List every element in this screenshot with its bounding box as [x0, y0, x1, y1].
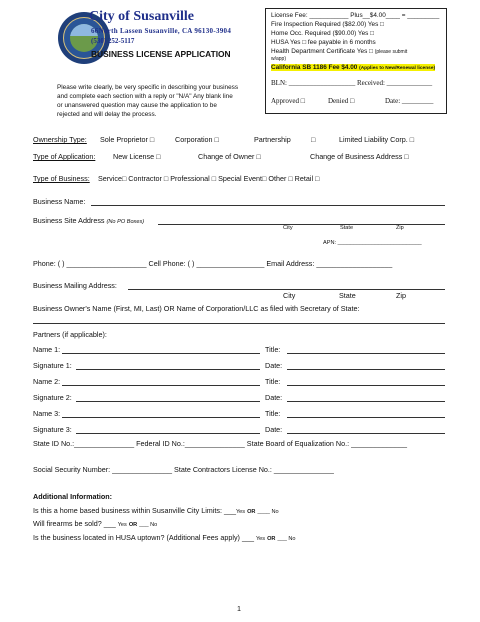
fire-inspection-line: Fire Inspection Required ($82.00) Yes □ — [271, 21, 384, 28]
partner-name-1-field[interactable] — [62, 353, 260, 354]
home-based-no[interactable]: ____ No — [257, 509, 279, 515]
denied-checkbox: Denied □ — [328, 97, 355, 105]
firearms-text: Will firearms be sold? ___ — [33, 519, 116, 528]
health-dept-note-2: w/app) — [271, 56, 287, 62]
firearms-question[interactable] — [33, 519, 157, 528]
signature-1-label: Signature 1: — [33, 361, 72, 370]
option-change-owner[interactable]: Change of Owner □ — [198, 152, 261, 161]
site-address-text: Business Site Address — [33, 216, 105, 225]
page-number: 1 — [237, 604, 241, 613]
ownership-type-label: Ownership Type: — [33, 135, 87, 144]
phone-row[interactable]: Phone: ( ) ____________________ Cell Phone: ( ) _________________ Email Address: ___________________ — [33, 259, 393, 268]
instructions-line-3: or unanswered question may cause the application to be — [57, 102, 217, 109]
firearms-no[interactable]: ___ No — [139, 522, 158, 528]
option-change-address[interactable]: Change of Business Address □ — [310, 152, 409, 161]
partner-name-2-label: Name 2: — [33, 377, 61, 386]
home-based-question[interactable] — [33, 506, 279, 515]
mailing-state-caption: State — [339, 291, 356, 300]
signature-2-date-label: Date: — [265, 393, 283, 402]
license-fee-line: License Fee: ___________ Plus__$4.00____ = _________ — [271, 12, 440, 19]
signature-2-field[interactable] — [76, 401, 260, 402]
partner-title-2-label: Title: — [265, 377, 281, 386]
partner-title-3-label: Title: — [265, 409, 281, 418]
business-name-field[interactable] — [91, 205, 445, 206]
signature-3-date-label: Date: — [265, 425, 283, 434]
sb1186-text: California SB 1186 Fee $4.00 — [271, 64, 358, 71]
additional-info-heading: Additional Information: — [33, 492, 113, 501]
sb1186-fee-line — [271, 64, 435, 71]
firearms-or: OR — [128, 522, 138, 528]
partnership-checkbox[interactable]: □ — [311, 135, 316, 144]
partner-name-3-label: Name 3: — [33, 409, 61, 418]
site-city-caption: City — [283, 225, 293, 231]
husa-no[interactable]: ___ No — [277, 536, 296, 542]
approved-checkbox: Approved □ — [271, 97, 305, 105]
home-occ-line: Home Occ. Required ($90.00) Yes □ — [271, 30, 374, 37]
mailing-city-caption: City — [283, 291, 296, 300]
partner-title-2-field[interactable] — [287, 385, 445, 386]
partner-title-1-label: Title: — [265, 345, 281, 354]
owner-name-label: Business Owner's Name (First, MI, Last) OR Name of Corporation/LLC as filed with Secretary of State: — [33, 304, 360, 313]
city-phone: (530) 252-5117 — [91, 37, 135, 45]
signature-1-field[interactable] — [76, 369, 260, 370]
partners-label: Partners (if applicable): — [33, 330, 107, 339]
option-llc[interactable]: Limited Liability Corp. □ — [339, 135, 415, 144]
home-based-text: Is this a home based business within Susanville City Limits: ___ — [33, 506, 236, 515]
signature-2-date-field[interactable] — [287, 401, 445, 402]
id-numbers-row[interactable]: State ID No.:_______________ Federal ID No.:_______________ State Board of Equalization No.: ______________ — [33, 439, 408, 448]
partner-name-2-field[interactable] — [62, 385, 260, 386]
business-type-label: Type of Business: — [33, 174, 90, 183]
business-name-label: Business Name: — [33, 197, 86, 206]
site-state-caption: State — [340, 225, 354, 231]
partner-title-3-field[interactable] — [287, 417, 445, 418]
option-new-license[interactable]: New License □ — [113, 152, 161, 161]
signature-3-label: Signature 3: — [33, 425, 72, 434]
city-title: City of Susanville — [89, 9, 195, 24]
ssn-contractor-row[interactable]: Social Security Number: _______________ State Contractors License No.: _______________ — [33, 465, 334, 474]
husa-yes[interactable]: Yes — [255, 536, 266, 542]
partner-name-1-label: Name 1: — [33, 345, 61, 354]
application-type-label: Type of Application: — [33, 152, 96, 161]
mailing-zip-caption: Zip — [396, 291, 406, 300]
owner-name-field[interactable] — [33, 323, 445, 324]
site-address-label — [33, 216, 144, 225]
option-corporation[interactable]: Corporation □ — [175, 135, 219, 144]
business-type-options[interactable]: Service□ Contractor □ Professional □ Special Event□ Other □ Retail □ — [98, 174, 320, 183]
option-partnership[interactable]: Partnership — [254, 135, 291, 144]
mailing-address-field[interactable] — [128, 289, 445, 290]
signature-1-date-field[interactable] — [287, 369, 445, 370]
partner-name-3-field[interactable] — [62, 417, 260, 418]
signature-2-label: Signature 2: — [33, 393, 72, 402]
firearms-yes[interactable]: Yes — [117, 522, 127, 528]
instructions-line-2: and complete each section with a reply or "N/A" Any blank line — [57, 93, 233, 100]
city-address: 66North Lassen Susanville, CA 96130-3904 — [91, 27, 232, 35]
instructions-line-4: rejected and will delay the process. — [57, 111, 157, 118]
signature-1-date-label: Date: — [265, 361, 283, 370]
site-zip-caption: Zip — [396, 225, 404, 231]
health-dept-line — [271, 48, 407, 55]
home-based-yes[interactable]: Yes — [235, 509, 246, 515]
option-sole-proprietor[interactable]: Sole Proprietor □ — [100, 135, 155, 144]
husa-text: Is the business located in HUSA uptown? (Additional Fees apply) ___ — [33, 533, 254, 542]
mailing-address-label: Business Mailing Address: — [33, 281, 117, 290]
health-dept-note: (please submit — [374, 49, 408, 55]
husa-line: HUSA Yes □ fee payable in 6 months — [271, 39, 376, 46]
office-use-box — [265, 8, 447, 114]
bln-line: BLN: ___________________ Received: _____________ — [271, 79, 433, 87]
partner-title-1-field[interactable] — [287, 353, 445, 354]
form-title: BUSINESS LICENSE APPLICATION — [91, 49, 231, 59]
signature-3-date-field[interactable] — [287, 433, 445, 434]
husa-question[interactable] — [33, 533, 296, 542]
approval-date: Date: _________ — [385, 97, 434, 105]
health-dept-text: Health Department Certificate Yes □ — [271, 48, 373, 55]
home-based-or: OR — [247, 509, 256, 515]
apn-field[interactable]: APN: ___________________________ — [323, 240, 422, 246]
signature-3-field[interactable] — [76, 433, 260, 434]
instructions-line-1: Please write clearly, be very specific in describing your business — [57, 84, 239, 91]
no-po-note: (No PO Boxes) — [106, 219, 145, 225]
husa-or: OR — [267, 536, 276, 542]
sb1186-note: (Applies to New/Renewal license) — [359, 66, 436, 71]
